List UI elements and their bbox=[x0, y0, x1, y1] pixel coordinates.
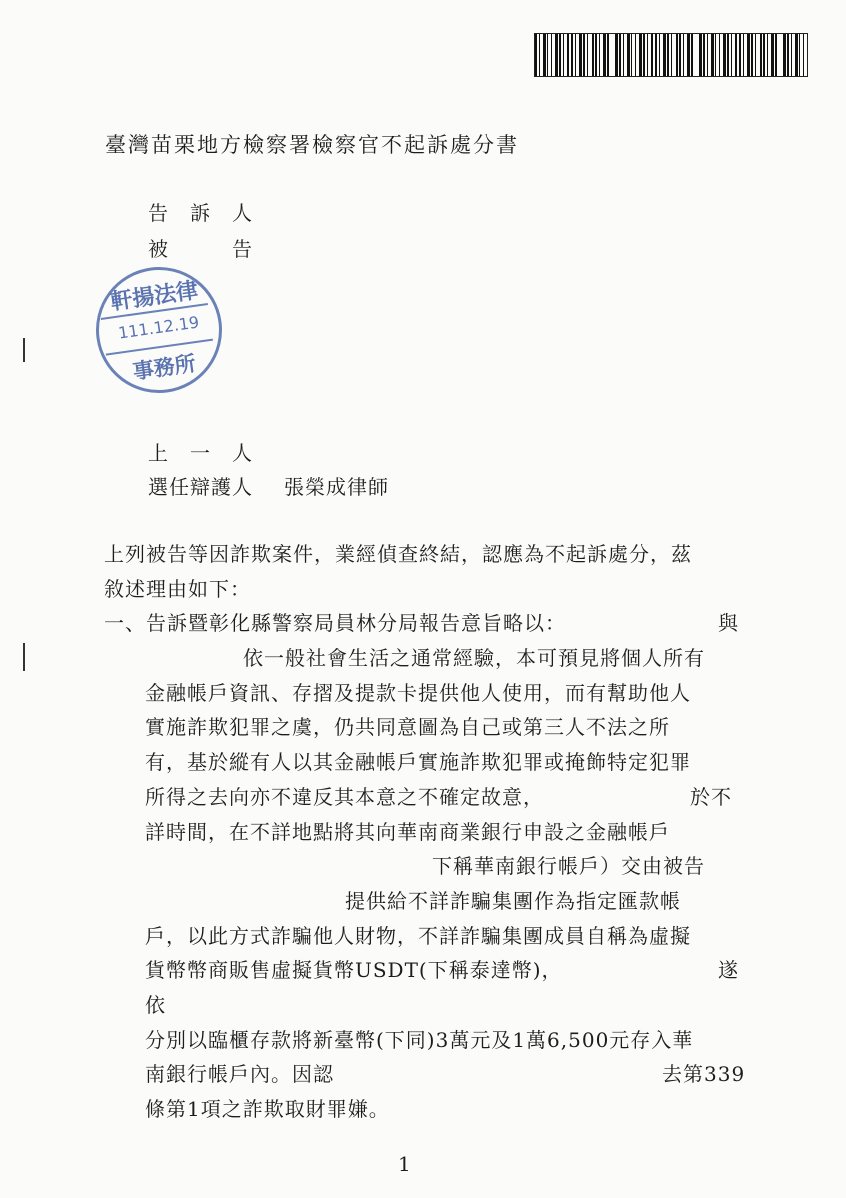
body-line: 戶，以此方式詐騙他人財物，不詳詐騙集團成員自稱為虛擬 bbox=[145, 924, 691, 948]
bleed-through-text bbox=[300, 170, 364, 193]
defender-name: 張榮成律師 bbox=[284, 475, 389, 499]
body-fragment: 去第339 bbox=[662, 1062, 746, 1086]
body-line: 依一般社會生活之通常經驗，本可預見將個人所有 bbox=[243, 646, 705, 670]
same-above-label: 上 一 人 bbox=[148, 441, 253, 465]
body-line: 詳時間，在不詳地點將其向華南商業銀行申設之金融帳戶 bbox=[145, 820, 670, 844]
body-line: 下稱華南銀行帳戶）交由被告 bbox=[432, 854, 705, 878]
body-line: 提供給不詳詐騙集團作為指定匯款帳 bbox=[345, 889, 681, 913]
defender-label: 選任辯護人 bbox=[148, 475, 253, 499]
stamp-top-text: 軒揚法律 bbox=[109, 278, 200, 316]
body-fragment: 於不 bbox=[690, 785, 732, 809]
stamp-bottom-text: 事務所 bbox=[131, 351, 198, 384]
body-line: 上列被告等因詐欺案件，業經偵查終結，認應為不起訴處分，茲 bbox=[104, 542, 692, 566]
body-line: 敘述理由如下： bbox=[104, 577, 251, 601]
body-line: 南銀行帳戶內。因認 bbox=[145, 1062, 334, 1086]
defendant-label: 被 告 bbox=[148, 237, 253, 261]
document-title: 臺灣苗栗地方檢察署檢察官不起訴處分書 bbox=[105, 133, 519, 157]
stamp-date: 111.12.19 bbox=[117, 312, 201, 343]
page-number: 1 bbox=[398, 1152, 411, 1176]
body-line: 有，基於縱有人以其金融帳戶實施詐欺犯罪或掩飾特定犯罪 bbox=[145, 750, 691, 774]
complainant-label: 告 訴 人 bbox=[148, 201, 253, 225]
law-firm-stamp bbox=[88, 259, 230, 401]
body-fragment: 遂 bbox=[718, 958, 739, 982]
body-fragment: 與 bbox=[718, 611, 739, 635]
body-line: 條第1項之詐欺取財罪嫌。 bbox=[145, 1097, 390, 1121]
margin-mark bbox=[23, 643, 25, 671]
body-line: 所得之去向亦不違反其本意之不確定故意， bbox=[145, 785, 544, 809]
body-line: 金融帳戶資訊、存摺及提款卡提供他人使用，而有幫助他人 bbox=[145, 681, 691, 705]
body-line: 依 bbox=[145, 993, 166, 1017]
body-line: 一、告訴暨彰化縣警察局員林分局報告意旨略以： bbox=[104, 611, 566, 635]
barcode bbox=[534, 33, 808, 77]
body-line: 貨幣幣商販售虛擬貨幣USDT(下稱泰達幣)， bbox=[145, 958, 563, 982]
body-line: 分別以臨櫃存款將新臺幣(下同)3萬元及1萬6,500元存入華 bbox=[145, 1028, 694, 1052]
body-line: 實施詐欺犯罪之虞，仍共同意圖為自己或第三人不法之所 bbox=[145, 715, 670, 739]
margin-mark bbox=[23, 338, 25, 362]
